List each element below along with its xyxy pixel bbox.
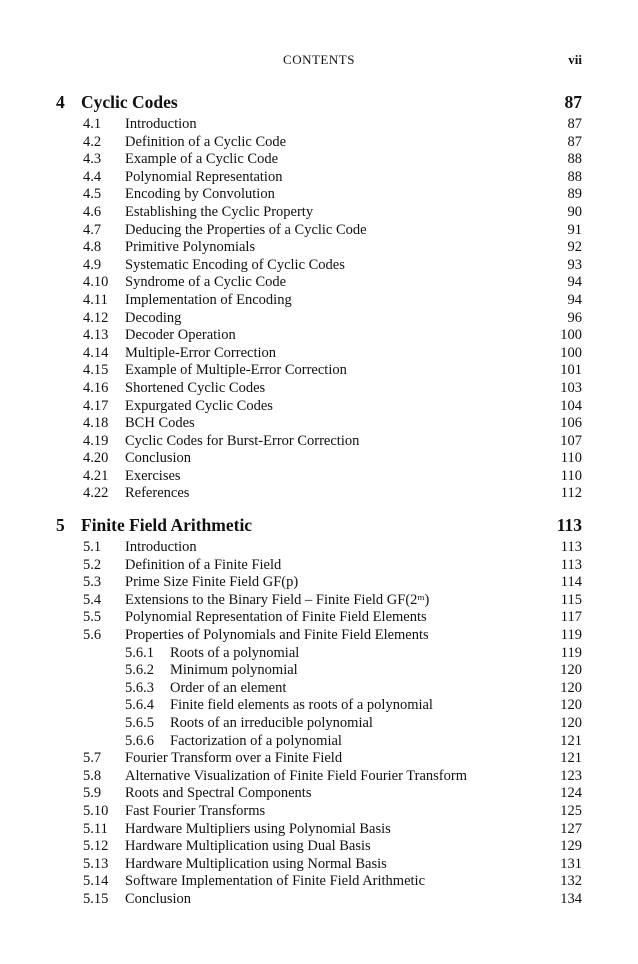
toc-section-entry[interactable]: [56, 803, 582, 821]
section-page: 114: [560, 574, 582, 591]
chapter-heading[interactable]: [56, 513, 582, 539]
toc-subsection-entry[interactable]: [56, 697, 582, 715]
section-title: Roots and Spectral Components: [125, 785, 312, 802]
section-title: Deducing the Properties of a Cyclic Code: [125, 221, 367, 238]
section-title: Factorization of a polynomial: [170, 732, 342, 749]
section-page: 113: [560, 539, 582, 555]
section-title: Polynomial Representation: [125, 168, 283, 185]
toc-section-entry[interactable]: [56, 785, 582, 803]
section-page: 121: [560, 732, 582, 749]
section-number: 5.11: [83, 820, 108, 837]
section-page: 125: [560, 802, 582, 819]
section-number: 5.6.4: [125, 697, 154, 714]
section-number: 5.6.2: [125, 662, 154, 679]
chapter-title: Finite Field Arithmetic: [81, 515, 253, 535]
section-page: 129: [560, 838, 582, 855]
toc-section-entry[interactable]: [56, 574, 582, 592]
section-page: 104: [560, 397, 582, 414]
toc-section-entry[interactable]: [56, 485, 582, 503]
section-number: 4.19: [83, 432, 109, 449]
toc-subsection-entry[interactable]: [56, 662, 582, 680]
section-page: 110: [560, 450, 582, 467]
section-title: Extensions to the Binary Field – Finite Field GF(2ᵐ): [125, 591, 430, 608]
section-number: 4.12: [83, 309, 109, 326]
toc-section-entry[interactable]: [56, 627, 582, 645]
section-title: Multiple-Error Correction: [125, 344, 276, 361]
section-title: Fourier Transform over a Finite Field: [125, 750, 343, 767]
section-title: Roots of a polynomial: [170, 644, 300, 661]
section-page: 100: [560, 327, 582, 344]
section-page: 106: [560, 415, 582, 432]
toc-section-entry[interactable]: [56, 116, 582, 134]
section-title: Hardware Multipliers using Polynomial Basis: [125, 820, 391, 837]
section-number: 5.5: [83, 609, 102, 626]
section-page: 119: [560, 644, 582, 661]
section-title: Definition of a Finite Field: [125, 556, 282, 573]
section-title: Roots of an irreducible polynomial: [170, 714, 373, 731]
section-page: 103: [560, 379, 582, 396]
toc-section-entry[interactable]: [56, 891, 582, 909]
toc-section-entry[interactable]: [56, 204, 582, 222]
section-number: 5.8: [83, 767, 102, 784]
section-number: 4.22: [83, 485, 109, 502]
section-page: 120: [560, 697, 582, 714]
section-number: 4.11: [83, 291, 108, 308]
section-number: 5.10: [83, 802, 109, 819]
section-number: 5.13: [83, 855, 109, 872]
section-number: 4.20: [83, 450, 109, 467]
section-title: Shortened Cyclic Codes: [125, 379, 266, 396]
section-page: 93: [567, 256, 582, 273]
section-number: 4.8: [83, 239, 102, 256]
section-number: 5.6.3: [125, 679, 154, 696]
section-page: 132: [560, 873, 582, 890]
section-number: 5.6: [83, 626, 102, 643]
page-number: vii: [568, 52, 582, 67]
section-number: 4.14: [83, 344, 109, 361]
section-title: Syndrome of a Cyclic Code: [125, 274, 287, 291]
section-title: Implementation of Encoding: [125, 291, 292, 308]
section-number: 5.6.5: [125, 714, 154, 731]
section-page: 124: [560, 785, 582, 802]
section-number: 4.13: [83, 327, 109, 344]
section-page: 91: [567, 221, 582, 238]
toc-section-entry[interactable]: [56, 873, 582, 891]
section-title: Conclusion: [125, 890, 192, 907]
toc-section-entry[interactable]: [56, 327, 582, 345]
section-title: Fast Fourier Transforms: [125, 802, 266, 819]
section-title: Establishing the Cyclic Property: [125, 203, 314, 220]
section-number: 4.10: [83, 274, 109, 291]
section-title: Primitive Polynomials: [125, 239, 256, 256]
toc-section-entry[interactable]: [56, 592, 582, 610]
section-number: 4.6: [83, 203, 102, 220]
section-number: 4.9: [83, 256, 102, 273]
section-page: 92: [567, 239, 582, 256]
section-number: 4.2: [83, 133, 102, 150]
section-title: References: [125, 485, 190, 502]
section-title: Order of an element: [170, 679, 287, 696]
section-title: Decoding: [125, 309, 182, 326]
chapter-heading[interactable]: [56, 90, 582, 116]
section-page: 94: [567, 291, 582, 308]
toc-subsection-entry[interactable]: [56, 715, 582, 733]
toc-section-entry[interactable]: [56, 362, 582, 380]
toc-section-entry[interactable]: [56, 274, 582, 292]
section-page: 88: [567, 168, 582, 185]
chapter-4: [56, 90, 582, 503]
section-page: 121: [560, 750, 582, 767]
section-number: 4.18: [83, 415, 109, 432]
section-title: Encoding by Convolution: [125, 186, 275, 203]
toc-section-entry[interactable]: [56, 169, 582, 187]
chapter-number: 5: [56, 515, 65, 535]
section-number: 4.21: [83, 467, 109, 484]
toc-section-entry[interactable]: [56, 750, 582, 768]
toc-section-entry[interactable]: [56, 239, 582, 257]
toc-subsection-entry[interactable]: [56, 733, 582, 751]
section-title: BCH Codes: [125, 415, 195, 432]
section-title: Systematic Encoding of Cyclic Codes: [125, 256, 345, 273]
section-number: 5.3: [83, 574, 102, 591]
section-page: 100: [560, 344, 582, 361]
toc-section-entry[interactable]: [56, 151, 582, 169]
toc-section-entry[interactable]: [56, 415, 582, 433]
toc-section-entry[interactable]: [56, 557, 582, 575]
section-title: Expurgated Cyclic Codes: [125, 397, 273, 414]
section-title: Alternative Visualization of Finite Field Fourier Transform: [125, 767, 467, 784]
section-number: 5.12: [83, 838, 109, 855]
section-number: 4.17: [83, 397, 109, 414]
section-page: 117: [560, 609, 582, 626]
section-page: 87: [567, 116, 582, 132]
section-title: Introduction: [125, 116, 197, 132]
section-title: Finite field elements as roots of a polynomial: [170, 697, 433, 714]
section-number: 4.16: [83, 379, 109, 396]
section-number: 5.2: [83, 556, 102, 573]
toc-section-entry[interactable]: [56, 398, 582, 416]
section-page: 115: [560, 591, 582, 608]
toc-section-entry[interactable]: [56, 345, 582, 363]
section-page: 89: [567, 186, 582, 203]
section-title: Hardware Multiplication using Normal Basis: [125, 855, 387, 872]
toc-section-entry[interactable]: [56, 468, 582, 486]
section-title: Software Implementation of Finite Field Arithmetic: [125, 873, 426, 890]
section-title: Minimum polynomial: [170, 662, 298, 679]
chapter-title: Cyclic Codes: [81, 92, 178, 112]
section-page: 87: [567, 133, 582, 150]
section-page: 120: [560, 662, 582, 679]
section-title: Properties of Polynomials and Finite Field Elements: [125, 626, 429, 643]
section-title: Example of Multiple-Error Correction: [125, 362, 347, 379]
section-title: Prime Size Finite Field GF(p): [125, 574, 299, 591]
section-title: Conclusion: [125, 450, 192, 467]
section-number: 5.15: [83, 890, 109, 907]
toc-section-entry[interactable]: [56, 609, 582, 627]
toc-section-entry[interactable]: [56, 222, 582, 240]
section-page: 112: [560, 485, 582, 502]
section-page: 101: [560, 362, 582, 379]
section-number: 5.9: [83, 785, 102, 802]
toc-section-entry[interactable]: [56, 134, 582, 152]
section-number: 4.15: [83, 362, 109, 379]
section-number: 5.14: [83, 873, 109, 890]
toc-section-entry[interactable]: [56, 310, 582, 328]
toc-section-entry[interactable]: [56, 433, 582, 451]
toc-subsection-entry[interactable]: [56, 645, 582, 663]
toc-section-entry[interactable]: [56, 450, 582, 468]
section-number: 4.5: [83, 186, 102, 203]
toc-section-entry[interactable]: [56, 856, 582, 874]
section-page: 113: [560, 556, 582, 573]
toc-section-entry[interactable]: [56, 380, 582, 398]
toc-section-entry[interactable]: [56, 257, 582, 275]
section-title: Decoder Operation: [125, 327, 236, 344]
section-number: 4.4: [83, 168, 102, 185]
section-page: 120: [560, 679, 582, 696]
section-page: 134: [560, 890, 582, 907]
chapter-page: 87: [564, 92, 582, 112]
section-page: 107: [560, 432, 582, 449]
section-number: 5.1: [83, 539, 102, 555]
section-page: 123: [560, 767, 582, 784]
section-number: 5.6.1: [125, 644, 154, 661]
toc-section-entry[interactable]: [56, 838, 582, 856]
chapter-page: 113: [556, 515, 582, 535]
section-page: 120: [560, 714, 582, 731]
section-title: Exercises: [125, 467, 181, 484]
section-number: 4.7: [83, 221, 102, 238]
section-page: 131: [560, 855, 582, 872]
section-page: 119: [560, 626, 582, 643]
toc-section-entry[interactable]: [56, 821, 582, 839]
section-title: Definition of a Cyclic Code: [125, 133, 287, 150]
section-number: 4.1: [83, 116, 102, 132]
section-title: Hardware Multiplication using Dual Basis: [125, 838, 371, 855]
chapter-number: 4: [56, 92, 65, 112]
toc-section-entry[interactable]: [56, 186, 582, 204]
toc-section-entry[interactable]: [56, 768, 582, 786]
chapter-5: [56, 513, 582, 908]
section-page: 90: [567, 203, 582, 220]
toc-section-entry[interactable]: [56, 292, 582, 310]
running-title: CONTENTS: [283, 52, 355, 67]
section-number: 4.3: [83, 151, 102, 168]
section-page: 94: [567, 274, 582, 291]
section-title: Cyclic Codes for Burst-Error Correction: [125, 432, 360, 449]
section-title: Introduction: [125, 539, 197, 555]
section-number: 5.7: [83, 750, 102, 767]
toc-section-entry[interactable]: [56, 539, 582, 557]
section-page: 88: [567, 151, 582, 168]
section-title: Example of a Cyclic Code: [125, 151, 279, 168]
section-page: 110: [560, 467, 582, 484]
section-number: 5.6.6: [125, 732, 154, 749]
section-title: Polynomial Representation of Finite Field Elements: [125, 609, 427, 626]
section-page: 127: [560, 820, 582, 837]
page-header: [0, 52, 638, 72]
section-number: 5.4: [83, 591, 102, 608]
toc-subsection-entry[interactable]: [56, 680, 582, 698]
section-page: 96: [567, 309, 582, 326]
